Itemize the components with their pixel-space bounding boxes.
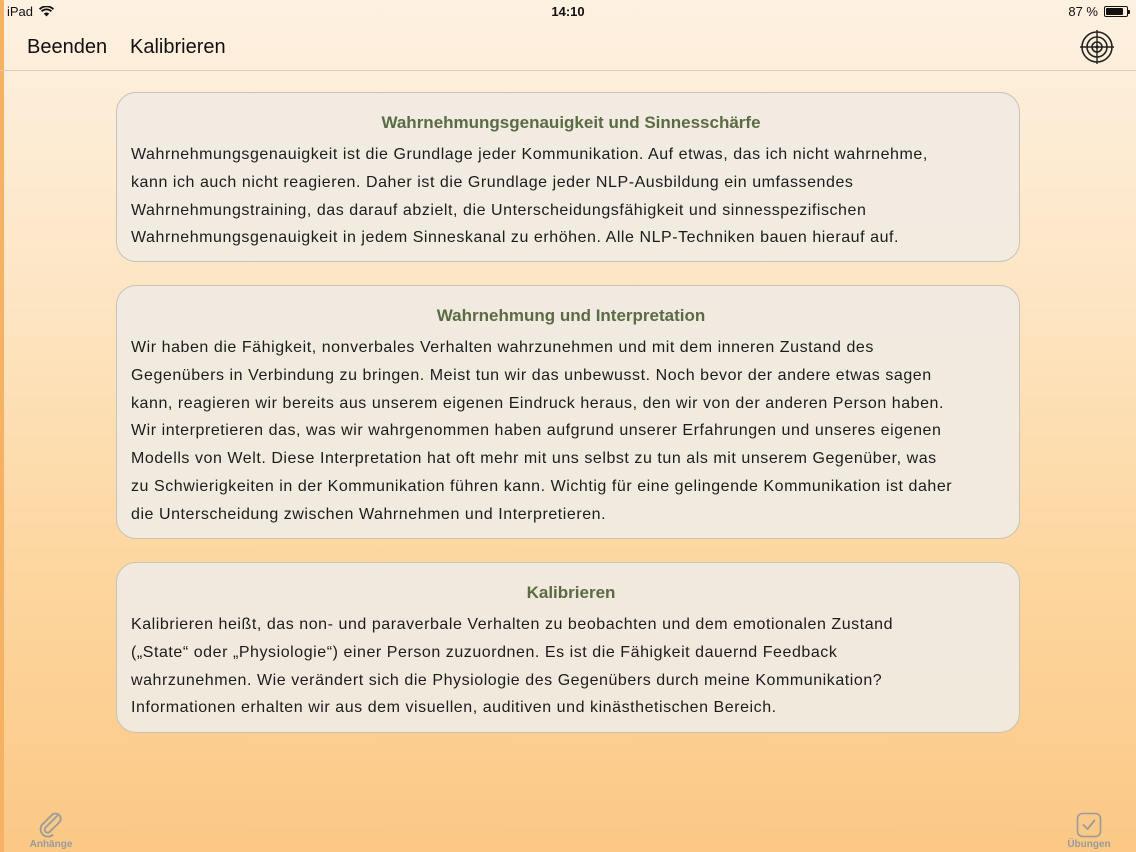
exercises-label: Übungen [1067, 839, 1111, 850]
card-text-line: Wahrnehmungsgenauigkeit ist die Grundlage jeder Kommunikation. Auf etwas, das ich nicht wahrnehme, [131, 146, 928, 163]
card-text-line: („State“ oder „Physiologie“) einer Person zuzuordnen. Es ist die Fähigkeit dauernd Feedback [131, 643, 838, 661]
target-icon[interactable] [1080, 30, 1114, 64]
card-text-line: Wir interpretieren das, was wir wahrgenommen haben aufgrund unserer Erfahrungen und unseres eigenen [131, 422, 942, 440]
navigation-bar [0, 22, 1136, 71]
card-text-line: die Unterscheidung zwischen Wahrnehmen und Interpretieren. [131, 505, 607, 523]
card-text-line: Modells von Welt. Diese Interpretation hat oft mehr mit uns selbst zu tun als mit unserem Gegenüber, was [131, 450, 937, 468]
card-text-line: Kalibrieren heißt, das non- und paraverbale Verhalten zu beobachten und dem emotionalen Zustand [131, 616, 894, 633]
attachments-button[interactable] [26, 812, 76, 850]
device-name: iPad [7, 4, 34, 19]
card-text-line: Gegenübers in Verbindung zu bringen. Meist tun wir das unbewusst. Noch bevor der andere etwas sagen [131, 366, 932, 384]
checkbox-icon [1075, 812, 1103, 838]
card-title: Wahrnehmungsgenauigkeit und Sinnesschärfe [381, 113, 761, 132]
card-title: Kalibrieren [526, 583, 616, 602]
status-bar [0, 0, 1136, 22]
card-title: Wahrnehmung und Interpretation [436, 306, 706, 325]
quit-button[interactable]: Beenden [27, 36, 108, 58]
card-body [131, 611, 1011, 722]
attachments-label: Anhänge [29, 839, 73, 850]
info-card-calibration [116, 562, 1020, 733]
card-body [131, 334, 1011, 529]
battery-fill [1106, 8, 1123, 15]
card-text-line: Wir haben die Fähigkeit, nonverbales Verhalten wahrzunehmen und mit dem inneren Zustand des [131, 339, 874, 356]
battery-icon [1104, 6, 1128, 17]
card-text-line: Wahrnehmungsgenauigkeit in jedem Sinneskanal zu erhöhen. Alle NLP-Techniken bauen hierauf auf. [131, 229, 900, 247]
card-text-line: kann, reagieren wir bereits aus unserem eigenen Eindruck heraus, den wir von der anderen Person haben. [131, 394, 944, 412]
battery-percentage: 87 % [1068, 4, 1098, 19]
clock: 14:10 [551, 4, 585, 19]
info-card-perception-accuracy [116, 92, 1020, 262]
calibrate-button[interactable]: Kalibrieren [130, 36, 226, 58]
card-text-line: zu Schwierigkeiten in der Kommunikation führen kann. Wichtig für eine gelingende Kommunikation ist daher [131, 477, 953, 495]
status-right [1068, 4, 1128, 19]
card-text-line: kann ich auch nicht reagieren. Daher ist die Grundlage jeder NLP-Ausbildung ein umfassendes [131, 173, 854, 191]
card-text-line: wahrzunehmen. Wie verändert sich die Physiologie des Gegenübers durch meine Kommunikation? [131, 671, 883, 689]
card-text-line: Wahrnehmungstraining, das darauf abzielt, die Unterscheidungsfähigkeit und sinnesspezifischen [131, 201, 867, 219]
paperclip-icon [37, 812, 65, 838]
info-card-perception-interpretation [116, 285, 1020, 539]
card-body [131, 141, 1011, 252]
exercises-button[interactable] [1064, 812, 1114, 850]
card-text-line: Informationen erhalten wir aus dem visuellen, auditiven und kinästhetischen Bereich. [131, 699, 777, 717]
